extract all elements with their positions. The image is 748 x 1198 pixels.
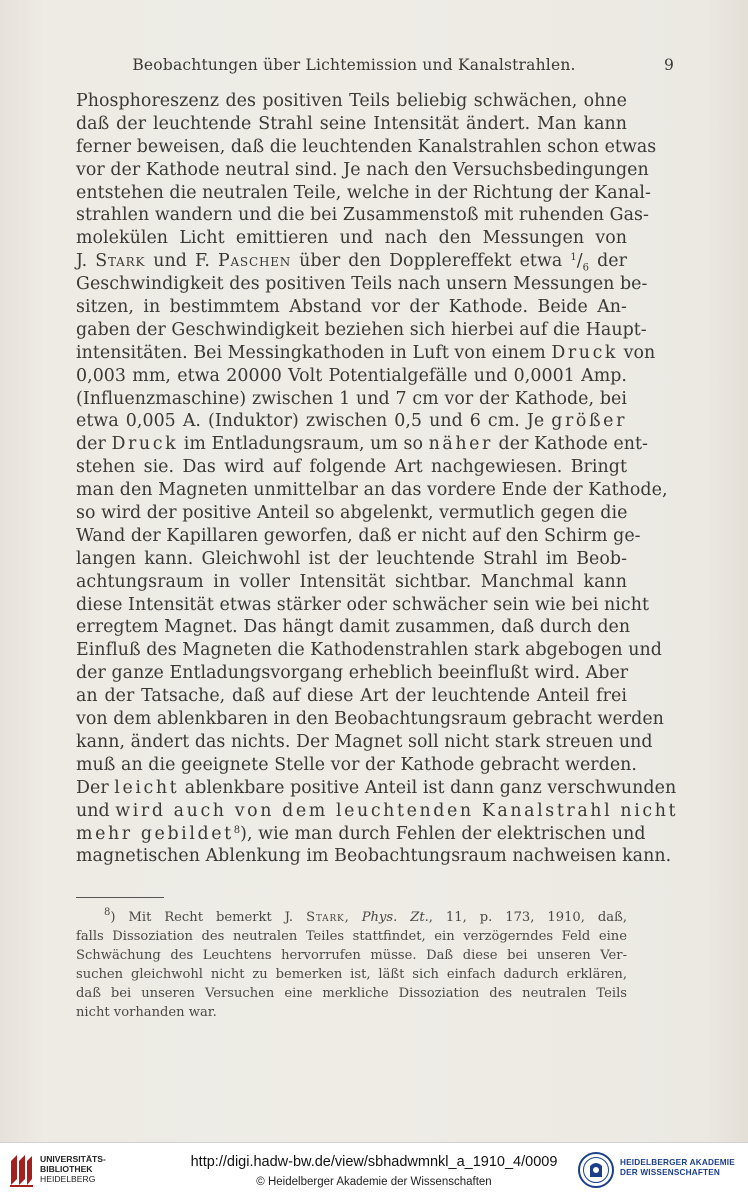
footnote-line: suchen gleichwohl nicht zu bemerken ist, läßt sich einfach dadurch erklären, [76,967,627,983]
footnote [76,908,627,1023]
text-line: erregtem Magnet. Das hängt damit zusammen, daß durch den [76,617,631,638]
footnote-line: Schwächung des Leuchtens hervorrufen müsse. Daß diese bei unseren Ver- [76,948,627,964]
academy-name-line-2: DER WISSENSCHAFTEN [620,1168,721,1177]
text-line: von dem ablenkbaren in den Beobachtungsraum gebracht werden [76,709,664,730]
text-line: (Influenzmaschine) zwischen 1 und 7 cm vor der Kathode, bei [76,388,627,409]
text-line: intensitäten. Bei Messingkathoden in Luft von einem Druck von [76,342,656,363]
text-line: ferner beweisen, daß die leuchtenden Kanalstrahlen schon etwas [76,136,657,157]
footnote-line: falls Dissoziation des neutralen Teiles stattfindet, ein verzögerndes Feld eine [76,929,627,945]
page-number: 9 [663,56,674,74]
running-title: Beobachtungen über Lichtemission und Kanalstrahlen. [132,56,576,74]
footnote-line: daß bei unseren Versuchen eine merkliche Dissoziation des neutralen Teils [76,986,627,1002]
text-line: J. Stark und F. Paschen über den Dopplereffekt etwa $^1/_6$ der [76,251,628,274]
text-line: daß der leuchtende Strahl seine Intensität ändert. Man kann [76,113,627,134]
text-line: achtungsraum in voller Intensität sichtbar. Manchmal kann [76,571,627,592]
text-line: molekülen Licht emittieren und nach den Messungen von [76,228,627,249]
text-line: Der leicht ablenkbare positive Anteil ist dann ganz verschwunden [76,777,677,798]
text-line: sitzen, in bestimmtem Abstand vor der Kathode. Beide An- [76,297,627,318]
text-line: Phosphoreszenz des positiven Teils beliebig schwächen, ohne [76,91,627,111]
permalink-url[interactable]: http://digi.hadw-bw.de/view/sbhadwmnkl_a_1910_4/0009 [190,1154,558,1170]
copyright-notice: © Heidelberger Akademie der Wissenschaften [256,1176,492,1188]
text-line: strahlen wandern und die bei Zusammenstoß mit ruhenden Gas- [76,205,649,226]
running-header [76,56,674,74]
text-line: muß an die geeignete Stelle vor der Kathode gebracht werden. [76,754,638,775]
academy-name-line-1: HEIDELBERGER AKADEMIE [620,1158,735,1167]
text-line: der Druck im Entladungsraum, um so näher der Kathode ent- [76,434,648,455]
text-line: 0,003 mm, etwa 20000 Volt Potentialgefälle und 0,0001 Amp. [76,365,627,386]
library-name-line-1: UNIVERSITÄTS- [40,1154,106,1164]
text-line: kann, ändert das nichts. Der Magnet soll nicht stark streuen und [76,731,653,752]
text-line: Wand der Kapillaren geworfen, daß er nicht auf den Schirm ge- [76,525,641,546]
text-line: gaben der Geschwindigkeit beziehen sich hierbei auf die Haupt- [76,319,647,340]
text-line: entstehen die neutralen Teile, welche in der Richtung der Kanal- [76,182,651,203]
footnote-rule [76,897,164,898]
text-line: Einfluß des Magneten die Kathodenstrahlen stark abgebogen und [76,640,662,661]
text-line: man den Magneten unmittelbar an das vordere Ende der Kathode, [76,480,668,501]
text-line: so wird der positive Anteil so abgelenkt, vermutlich gegen die [76,503,628,524]
text-line: etwa 0,005 A. (Induktor) zwischen 0,5 und 6 cm. Je größer [76,411,627,432]
text-line: langen kann. Gleichwohl ist der leuchtende Strahl im Beob- [76,548,627,569]
viewer-footer [0,1142,748,1198]
text-line: mehr gebildet$^8$), wie man durch Fehlen der elektrischen und [76,823,646,844]
footnote-line: nicht vorhanden war. [76,1005,217,1021]
text-line: stehen sie. Das wird auf folgende Art nachgewiesen. Bringt [76,457,627,478]
text-line: und wird auch von dem leuchtenden Kanalstrahl nicht [76,800,679,821]
text-line: an der Tatsache, daß auf diese Art der leuchtende Anteil frei [76,686,627,707]
academy-seal-icon [577,1151,615,1189]
footnote-line: $^8$) Mit Recht bemerkt J. Stark, Phys. Zt., 11, p. 173, 1910, daß, [104,907,627,925]
text-line: magnetischen Ablenkung im Beobachtungsraum nachweisen kann. [76,846,672,867]
academy-name [620,1158,735,1178]
library-name-line-2: BIBLIOTHEK [40,1164,93,1174]
text-line: Geschwindigkeit des positiven Teils nach unsern Messungen be- [76,274,648,295]
library-name-line-3: HEIDELBERG [40,1174,96,1184]
text-line: vor der Kathode neutral sind. Je nach den Versuchsbedingungen [76,159,649,180]
body-text [76,90,679,868]
text-line: diese Intensität etwas stärker oder schwächer sein wie bei nicht [76,594,649,615]
text-line: der ganze Entladungsvorgang erheblich beeinflußt wird. Aber [76,663,629,684]
